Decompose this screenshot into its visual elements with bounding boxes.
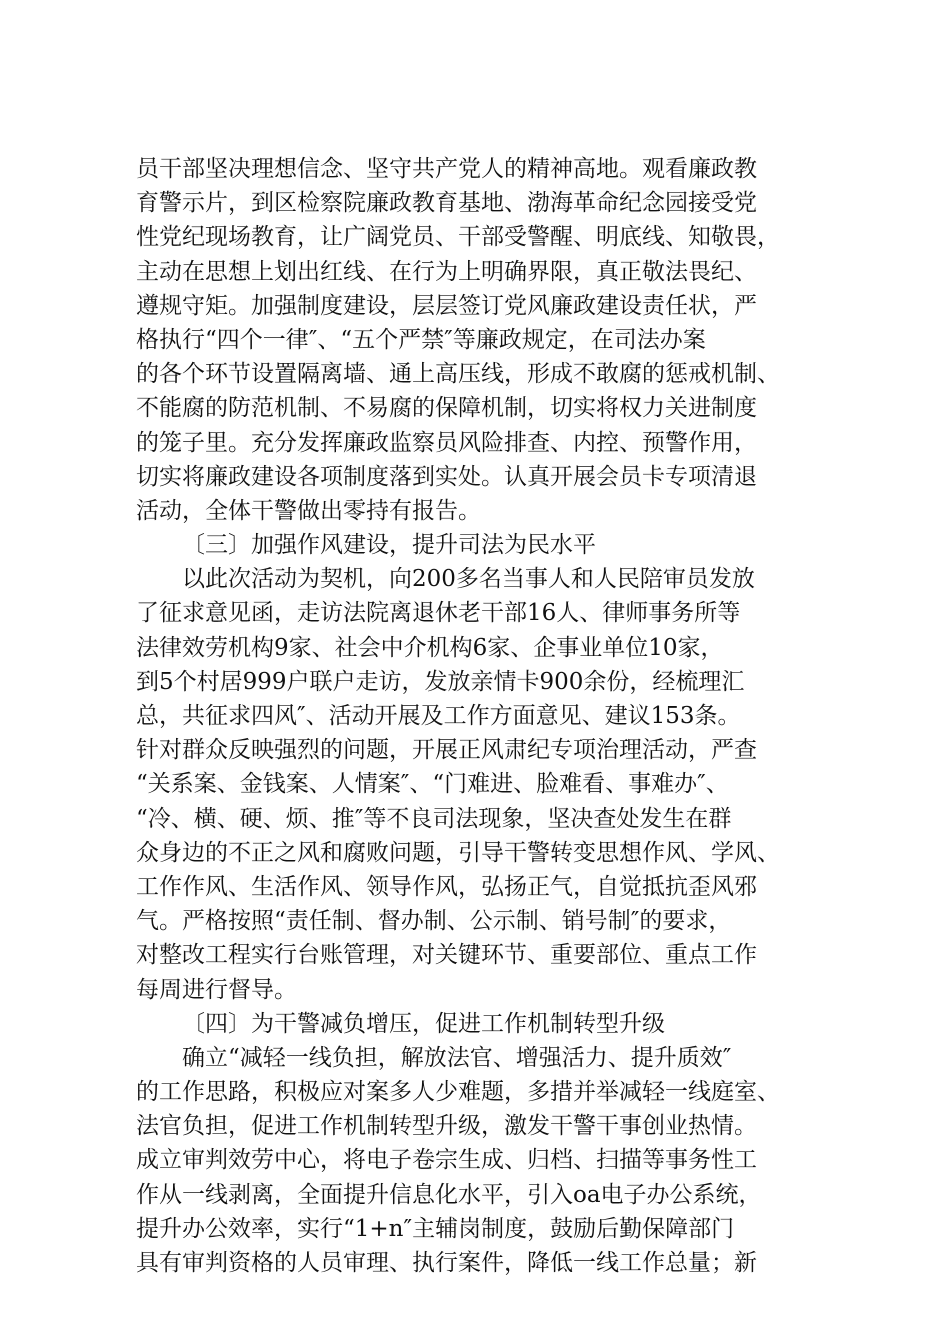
text-line: 的各个环节设置隔离墙、通上高压线，形成不敢腐的惩戒机制、: [136, 361, 780, 388]
text-line: 对整改工程实行台账管理，对关键环节、重要部位、重点工作: [136, 942, 757, 969]
text-line: 遵规守矩。加强制度建设，层层签订党风廉政建设责任状，严: [136, 292, 757, 319]
text-line: “关系案、金钱案、人情案″、“门难进、脸难看、事难办″、: [136, 771, 729, 798]
text-line: 众身边的不正之风和腐败问题，引导干警转变思想作风、学风、: [136, 839, 780, 866]
text-line: 法律效劳机构9家、社会中介机构6家、企事业单位10家，: [136, 634, 724, 661]
text-line: “冷、横、硬、烦、推″等不良司法现象，坚决查处发生在群: [136, 805, 732, 832]
text-line: 成立审判效劳中心，将电子卷宗生成、归档、扫描等事务性工: [136, 1147, 757, 1174]
document-body: [136, 152, 836, 1280]
text-line: 主动在思想上划出红线、在行为上明确界限，真正敬法畏纪、: [136, 258, 757, 285]
text-line: 提升办公效率，实行“1+n″主辅岗制度，鼓励后勤保障部门: [136, 1215, 735, 1242]
text-line: 总，共征求四风″、活动开展及工作方面意见、建议153条。: [136, 703, 741, 729]
text-line: 切实将廉政建设各项制度落到实处。认真开展会员卡专项清退: [136, 463, 757, 490]
section-heading: 〔三〕加强作风建设，提升司法为民水平: [182, 532, 596, 559]
text-line: 性党纪现场教育，让广阔党员、干部受警醒、明底线、知敬畏，: [136, 224, 780, 251]
text-line: 格执行“四个一律″、“五个严禁″等廉政规定，在司法办案: [136, 326, 706, 353]
text-line: 针对群众反映强烈的问题，开展正风肃纪专项治理活动，严查: [136, 737, 757, 764]
text-line: 了征求意见函，走访法院离退休老干部16人、律师事务所等: [136, 600, 741, 627]
text-line: 员干部坚决理想信念、坚守共产党人的精神高地。观看廉政教: [136, 156, 757, 182]
text-line: 作从一线剥离，全面提升信息化水平，引入oa电子办公系统，: [136, 1181, 762, 1208]
text-line: 到5个村居999户联户走访，发放亲情卡900余份，经梳理汇: [136, 668, 745, 695]
section-heading: 〔四〕为干警减负增压，促进工作机制转型升级: [182, 1010, 665, 1037]
text-line: 法官负担，促进工作机制转型升级，激发干警干事创业热情。: [136, 1113, 757, 1140]
text-line: 育警示片，到区检察院廉政教育基地、渤海革命纪念园接受党: [136, 190, 757, 217]
text-line: 不能腐的防范机制、不易腐的保障机制，切实将权力关进制度: [136, 395, 757, 422]
text-line: 活动，全体干警做出零持有报告。: [136, 497, 481, 524]
paragraph-first-line: 以此次活动为契机，向200多名当事人和人民陪审员发放: [182, 566, 755, 593]
paragraph-first-line: 确立“减轻一线负担，解放法官、增强活力、提升质效″: [182, 1044, 732, 1071]
text-line: 具有审判资格的人员审理、执行案件，降低一线工作总量；新: [136, 1250, 757, 1276]
text-line: 工作作风、生活作风、领导作风，弘扬正气，自觉抵抗歪风邪: [136, 873, 757, 900]
text-line: 的工作思路，积极应对案多人少难题，多措并举减轻一线庭室、: [136, 1079, 780, 1106]
text-line: 每周进行督导。: [136, 976, 297, 1003]
text-line: 气。严格按照“责任制、督办制、公示制、销号制″的要求，: [136, 908, 732, 935]
text-line: 的笼子里。充分发挥廉政监察员风险排查、内控、预警作用，: [136, 429, 757, 456]
